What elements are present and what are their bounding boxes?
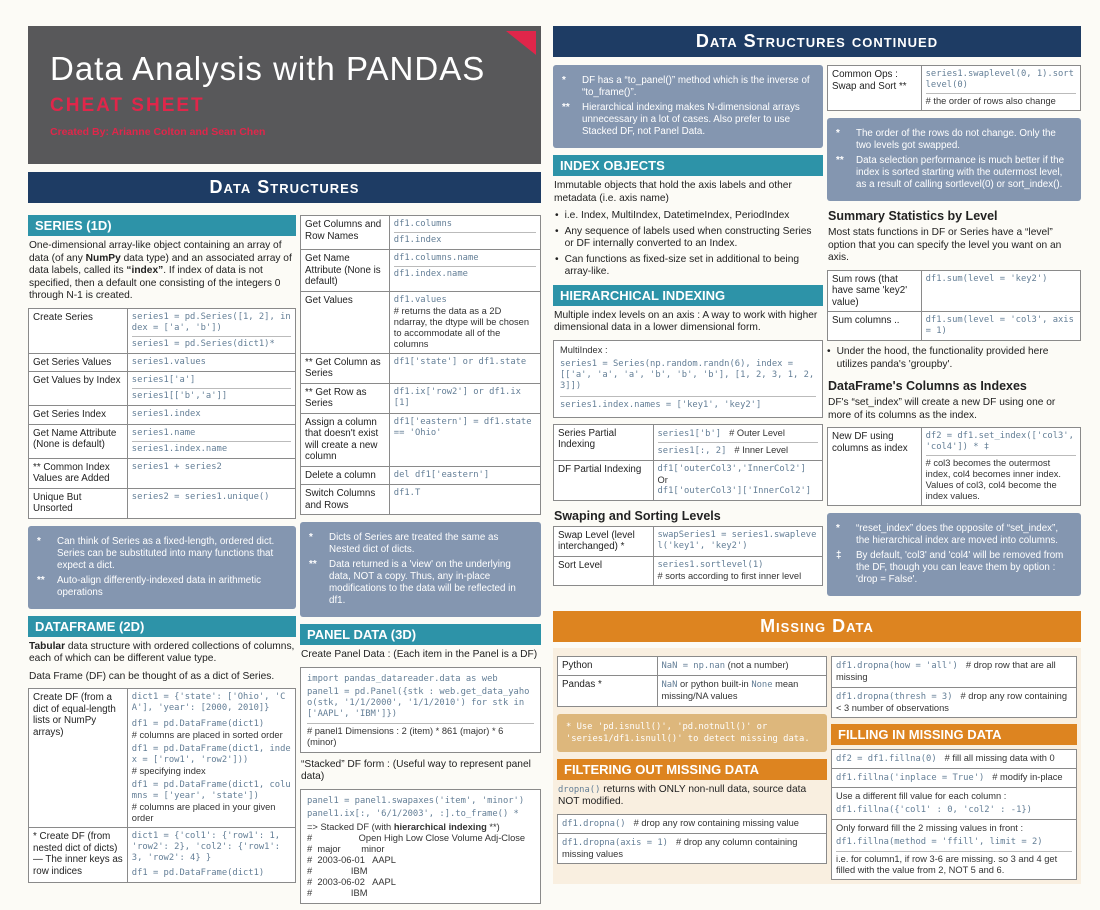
missing-note: * Use 'pd.isnull()', 'pd.notnull()' or 'series1/df1.isnull()' to detect missing data.: [557, 714, 827, 752]
row-label: Create DF (from a dict of equal-length lists or NumPy arrays): [29, 689, 128, 828]
row-label: Get Series Values: [29, 353, 128, 372]
table-row: [828, 428, 1081, 506]
code-line: df1.columns: [393, 219, 453, 229]
code-line: df1['outerCol3']['InnerCol2']: [657, 485, 812, 496]
groupby-bullet: • Under the hood, the functionality provided here utilizes panda's 'groupby'.: [827, 346, 1049, 370]
note-item: * DF has a “to_panel()” method which is the inverse of “to_frame()”.: [562, 75, 810, 98]
code-line: df1.columns.name: [393, 253, 479, 263]
row-label: Get Name Attribute (None is default): [301, 250, 390, 292]
code-line: df1.ix['row2'] or df1.ix[1]: [393, 386, 521, 408]
heading-summary-stats: Summary Statistics by Level: [828, 209, 998, 223]
code-comment: # columns are placed in sorted order: [131, 730, 283, 740]
columns-as-indexes-description: DF's “set_index” will create a new DF using one or more of its columns as the index.: [828, 397, 1056, 421]
table-row: [558, 833, 827, 864]
table-row: [554, 556, 823, 585]
table-row: [832, 657, 1077, 688]
table-row: [832, 788, 1077, 820]
row-label: Unique But Unsorted: [29, 488, 128, 518]
row-label: New DF using columns as index: [828, 428, 922, 506]
table-row: [558, 657, 827, 676]
banner-missing-data: Missing Data: [553, 611, 1081, 642]
table-row: [29, 689, 296, 828]
code-line: import pandas_datareader.data as web: [307, 673, 498, 684]
code-line: series1 = pd.Series([1, 2], index = ['a', 'b']): [131, 311, 291, 333]
column-index-hierarchical: [553, 63, 823, 586]
code-comment: # sorts according to first inner level: [657, 570, 802, 581]
row-label: Sort Level: [554, 556, 654, 585]
row-label: Sum columns ..: [828, 312, 922, 341]
banner-data-structures: Data Structures: [28, 172, 541, 203]
row-label: Sum rows (that have same 'key2' value): [828, 270, 922, 312]
code-line: series1.name: [131, 427, 196, 438]
code-line: df1['eastern'] = df1.state == 'Ohio': [393, 416, 532, 438]
table-row: [29, 424, 296, 458]
row-label: Get Values: [301, 291, 390, 353]
row-label: Delete a column: [301, 466, 390, 485]
code-line: panel1 = pd.Panel({stk : web.get_data_yahoo(stk, '1/1/2000', '1/1/2010') for stk in ['AAPL', 'IBM']}): [307, 686, 530, 719]
stacked-output-line: # IBM: [307, 887, 368, 898]
code-comment: # drop any row containing < 3 number of observations: [836, 690, 1067, 713]
code-line: series1[:, 2]: [657, 445, 727, 456]
code-line: series1[['b','a']]: [132, 388, 291, 402]
code-line: panel1 = panel1.swapaxes('item', 'minor'): [307, 795, 525, 806]
dropna-options-table: [831, 656, 1077, 718]
table-row: [301, 485, 541, 515]
section-series: SERIES (1D): [28, 215, 296, 236]
code-line: series1 = pd.Series(dict1)*: [132, 336, 291, 350]
row-label: Get Columns and Row Names: [301, 216, 390, 250]
code-line: series1['a']: [131, 375, 196, 385]
code-comment: # specifying index: [131, 766, 206, 776]
page-header: [28, 26, 541, 164]
code-line: series1.values: [131, 356, 206, 367]
bullet-item: • Any sequence of labels used when constructing Series or DF internally converted to an Index.: [555, 225, 812, 249]
fillna-table: [831, 749, 1077, 880]
code-comment: # Inner Level: [734, 444, 789, 455]
row-label: Get Values by Index: [29, 372, 128, 406]
note-item: ** Data returned is a 'view' on the underlying data, NOT a copy. Thus, any in-place modifications to the data will be reflected in df1.: [309, 559, 516, 606]
table-row: [29, 828, 296, 883]
table-row: [828, 312, 1081, 341]
code-line: df1.dropna(axis = 1): [562, 837, 668, 848]
table-row: [29, 372, 296, 406]
panel-stacked-intro: “Stacked” DF form : (Useful way to represent panel data): [301, 758, 531, 782]
code-line: df1['outerCol3','InnerCol2']: [657, 463, 806, 474]
code-line: dict1 = {'col1': {'row1': 1, 'row2': 2}, 'col2': {'row1': 3, 'row2': 4} }: [131, 831, 281, 863]
code-line: series1.index.names = ['key1', 'key2']: [560, 396, 816, 411]
code-line: df1.dropna(): [562, 818, 626, 829]
table-row: [828, 66, 1081, 111]
code-line: df1 = pd.DataFrame(dict1): [131, 868, 265, 878]
bullet-item: • Can functions as fixed-size set in additional to being array-like.: [555, 253, 800, 277]
table-row: [554, 424, 823, 460]
dfops-table: [300, 215, 541, 515]
section-hierarchical-indexing: HIERARCHICAL INDEXING: [553, 285, 823, 306]
code-line: df1.T: [393, 488, 421, 498]
code-line: df1.fillna('inplace = True'): [836, 773, 985, 783]
code-comment: (not a number): [725, 660, 789, 670]
table-row: [832, 769, 1077, 788]
code-comment: # returns the data as a 2D ndarray, the dtype will be chosen to accommodate all of the columns: [393, 305, 530, 349]
code-comment: # drop any column containing missing values: [562, 836, 798, 859]
table-row: [554, 460, 823, 500]
note-item: ** Data selection performance is much better if the index is sorted starting with the outermost level, as a result of calling sortlevel(0) or sort_index().: [836, 155, 1065, 190]
note-item: * Dicts of Series are treated the same as Nested dict of dicts.: [309, 532, 499, 555]
set-index-notes: [827, 513, 1081, 596]
code-line: df1 = pd.DataFrame(dict1): [131, 719, 265, 729]
table-row: [29, 353, 296, 372]
dataframe-table: [28, 688, 296, 883]
code-line: series1['b']: [657, 428, 722, 439]
stacked-output-line: # Open High Low Close Volume Adj-Close: [307, 832, 526, 843]
table-row: [29, 406, 296, 425]
section-panel-data: PANEL DATA (3D): [300, 624, 541, 645]
column-dfops-panel: [300, 209, 541, 910]
stacked-output-line: # major minor: [307, 843, 385, 854]
code-line: series1 = Series(np.random.randn(6), index = [['a', 'a', 'a', 'b', 'b', 'b'], [1, 2, 3, 1, 2, 3]]): [560, 358, 815, 391]
column-missing-right: [831, 652, 1077, 880]
series-table: [28, 308, 296, 519]
code-comment: # drop any row containing missing value: [633, 817, 799, 828]
note-item: * “reset_index” does the opposite of “set_index”, the hierarchical index are moved into columns.: [836, 523, 1059, 546]
summary-description: Most stats functions in DF or Series have a “level” option that you can specify the level you want on an axis.: [828, 227, 1062, 263]
panel-codebox-2: [300, 789, 541, 904]
panel-intro: Create Panel Data : (Each item in the Panel is a DF): [301, 649, 538, 660]
code-line: df1['state'] or df1.state: [393, 356, 527, 367]
table-row: [301, 466, 541, 485]
row-label: Series Partial Indexing: [554, 424, 654, 460]
corner-triangle-icon: [506, 31, 536, 55]
code-line: del df1['eastern']: [393, 469, 490, 480]
left-page: [28, 26, 541, 910]
code-line: df2 = df1.fillna(0): [836, 754, 937, 764]
table-row: [832, 687, 1077, 718]
summary-table: [827, 270, 1081, 342]
banner-data-structures-continued: Data Structures continued: [553, 26, 1081, 57]
fillna-note: i.e. for column1, if row 3-6 are missing. so 3 and 4 get filled with the value from 2, NOT 5 and 6.: [836, 851, 1072, 876]
code-line: df1 = pd.DataFrame(dict1, index = ['row1', 'row2'])): [131, 744, 291, 765]
code-comment: # columns are placed in your given order: [131, 802, 276, 823]
table-row: [301, 413, 541, 466]
note-item: ‡ By default, 'col3' and 'col4' will be removed from the DF, though you can leave them by option : 'drop = False'.: [836, 550, 1064, 585]
code-line: df1.sum(level = 'col3', axis = 1): [925, 315, 1074, 336]
table-row: [301, 353, 541, 383]
dropna-table: [557, 814, 827, 865]
panel-footnotes: [553, 65, 823, 148]
code-line: df1.index.name: [394, 266, 536, 280]
dataframe-description: Tabular data structure with ordered collections of columns, each of which can be different value type.: [29, 640, 295, 664]
panel-codebox-1: [300, 667, 541, 753]
note-item: ** Hierarchical indexing makes N-dimensional arrays unnecessary in a lot of cases. Also prefer to use Stacked DF, not Panel Data.: [562, 102, 800, 137]
code-line: panel1.ix[:, '6/1/2003', :].to_frame() *: [307, 808, 519, 819]
row-label: Get Name Attribute (None is default): [29, 424, 128, 458]
column-missing-left: [557, 652, 827, 864]
page-title: Data Analysis with PANDAS: [50, 50, 486, 87]
row-label: ** Get Column as Series: [301, 353, 390, 383]
row-label: * Create DF (from nested dict of dicts) — The inner keys as row indices: [29, 828, 128, 883]
fillna-instruction: Only forward fill the 2 missing values in front :: [836, 823, 1024, 833]
table-row: [832, 750, 1077, 769]
page-credit: Created By: Arianne Colton and Sean Chen: [50, 126, 266, 138]
table-row: Pandas * NaN or python built-in None mean missing/NA values: [558, 676, 827, 707]
set-index-table: [827, 427, 1081, 506]
multiindex-box: [553, 340, 823, 418]
stacked-output-line: # IBM: [307, 865, 368, 876]
stacked-arrow-line: => Stacked DF (with hierarchical indexing **): [307, 821, 500, 832]
page-subtitle: CHEAT SHEET: [50, 95, 205, 116]
code-line: series1 + series2: [131, 461, 222, 472]
row-label: ** Get Row as Series: [301, 383, 390, 413]
table-row: [29, 488, 296, 518]
dfops-notes: [300, 522, 541, 617]
code-comment: # panel1 Dimensions : 2 (item) * 861 (major) * 6 (minor): [307, 723, 534, 748]
note-item: * Can think of Series as a fixed-length, ordered dict. Series can be substituted into many functions that expect a dict.: [37, 535, 275, 571]
heading-swap-sort: Swaping and Sorting Levels: [554, 508, 721, 523]
code-comment: # Outer Level: [729, 427, 785, 438]
code-line: df1 = pd.DataFrame(dict1, columns = ['year', 'state']): [131, 780, 291, 801]
table-row: [558, 814, 827, 833]
table-row: [29, 308, 296, 353]
row-label: Get Series Index: [29, 406, 128, 425]
code-line: df1.index: [394, 232, 536, 246]
row-label: DF Partial Indexing: [554, 460, 654, 500]
code-comment: # col3 becomes the outermost index, col4 becomes inner index. Values of col3, col4 become the index values.: [926, 455, 1076, 502]
code-line: df1.dropna(how = 'all'): [836, 661, 958, 671]
hierarchical-description: Multiple index levels on an axis : A way to work with higher dimensional data in a lower dimensional form.: [554, 309, 818, 333]
row-label: Assign a column that doesn't exist will create a new column: [301, 413, 390, 466]
partial-indexing-table: [553, 424, 823, 501]
code-line: df1.sum(level = 'key2'): [925, 273, 1048, 284]
code-line: df1.fillna({'col1' : 0, 'col2' : -1}): [836, 805, 1032, 815]
code-comment: # fill all missing data with 0: [944, 753, 1055, 763]
or-label: Or: [657, 474, 668, 485]
common-ops-table: [827, 65, 1081, 111]
row-label: Switch Columns and Rows: [301, 485, 390, 515]
table-row: [29, 458, 296, 488]
code-line: series2 = series1.unique(): [131, 491, 270, 502]
index-objects-bullets: [555, 210, 823, 279]
table-row: [301, 383, 541, 413]
section-dataframe: DATAFRAME (2D): [28, 616, 296, 637]
row-label: Create Series: [29, 308, 128, 353]
code-comment: # modify in-place: [992, 772, 1063, 782]
table-row: [301, 291, 541, 353]
code-comment: # drop row that are all missing: [836, 660, 1056, 682]
code-line: series1.index.name: [132, 441, 291, 455]
row-label: Swap Level (level interchanged) *: [554, 526, 654, 556]
multiindex-label: MultiIndex :: [560, 344, 608, 355]
swap-sort-table: [553, 526, 823, 586]
fillna-instruction: Use a different fill value for each column :: [836, 791, 1007, 801]
series-description: One-dimensional array-like object containing an array of data (of any NumPy data type) and an associated array of data labels, called its “index”. If index of data is not specified, then a default one consisting of the integers 0 through N-1 is created.: [29, 240, 292, 301]
table-row: [554, 526, 823, 556]
series-notes: [28, 526, 296, 609]
filtering-description: dropna() returns with ONLY non-null data, source data NOT modified.: [558, 783, 807, 807]
code-line: df2 = df1.set_index(['col3', 'col4']) * ‡: [925, 431, 1074, 452]
code-line: dict1 = {'state': ['Ohio', 'CA'], 'year': [2000, 2010]}: [131, 692, 286, 713]
nan-table: [557, 656, 827, 707]
code-line: series1.sortlevel(1): [657, 559, 764, 570]
stacked-output-line: # 2003-06-02 AAPL: [307, 876, 396, 887]
code-line: df1.dropna(thresh = 3): [836, 691, 953, 702]
section-index-objects: INDEX OBJECTS: [553, 155, 823, 176]
row-label: Pandas *: [558, 676, 658, 707]
heading-columns-as-indexes: DataFrame's Columns as Indexes: [828, 379, 1027, 393]
right-page: [553, 26, 1081, 884]
note-item: ** Auto-align differently-indexed data in arithmetic operations: [37, 574, 262, 598]
index-objects-description: Immutable objects that hold the axis labels and other metadata (i.e. axis name): [554, 180, 792, 204]
row-label: Python: [558, 657, 658, 676]
code-comment: # the order of rows also change: [926, 93, 1076, 107]
swap-sort-notes: [827, 118, 1081, 201]
column-series-dataframe: [28, 209, 296, 883]
stacked-output-line: # 2003-06-01 AAPL: [307, 854, 396, 865]
row-label: ** Common Index Values are Added: [29, 458, 128, 488]
row-label: Common Ops : Swap and Sort **: [828, 66, 922, 111]
code-line: series1.index: [131, 409, 201, 419]
dataframe-description-2: Data Frame (DF) can be thought of as a dict of Series.: [29, 670, 275, 682]
code-line: NaN = np.nan: [661, 661, 726, 671]
bullet-item: • i.e. Index, MultiIndex, DatetimeIndex, PeriodIndex: [555, 210, 790, 221]
table-row: [301, 250, 541, 292]
column-continued-right: [827, 63, 1081, 603]
code-line: series1.swaplevel(0, 1).sortlevel(0): [925, 69, 1074, 90]
section-filtering-missing: FILTERING OUT MISSING DATA: [557, 759, 827, 780]
table-row: [828, 270, 1081, 312]
note-item: * The order of the rows do not change. Only the two levels got swapped.: [836, 128, 1056, 151]
code-line: df1.values: [393, 294, 447, 305]
code-line: swapSeries1 = series1.swaplevel('key1', 'key2'): [657, 529, 817, 551]
section-filling-missing: FILLING IN MISSING DATA: [831, 724, 1077, 745]
code-line: df1.fillna(method = 'ffill', limit = 2): [836, 837, 1043, 847]
table-row: [301, 216, 541, 250]
